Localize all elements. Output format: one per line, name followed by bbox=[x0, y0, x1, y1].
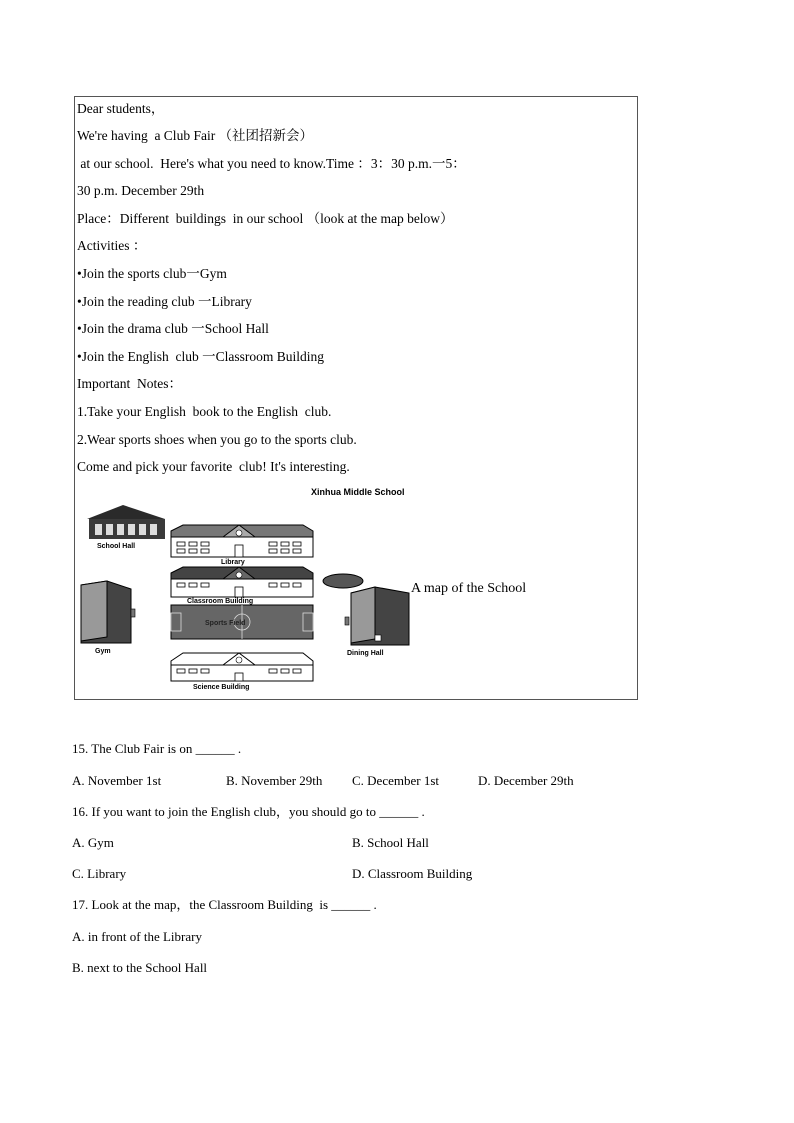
notice-line: •Join the sports club一Gym bbox=[77, 266, 227, 281]
question-17-stem: 17. Look at the map，the Classroom Building is ______ . bbox=[72, 897, 377, 912]
question-15-stem: 15. The Club Fair is on ______ . bbox=[72, 741, 242, 756]
school-map bbox=[75, 497, 415, 697]
question-15-option-c[interactable]: C. December 1st bbox=[352, 773, 440, 788]
notice-box bbox=[74, 96, 638, 700]
sports-field bbox=[171, 605, 313, 639]
map-title: Xinhua Middle School bbox=[311, 487, 405, 497]
tree-icon bbox=[323, 574, 363, 588]
classroom-building-label: Classroom Building bbox=[187, 598, 254, 605]
gym-label: Gym bbox=[95, 648, 111, 655]
school-hall-label: School Hall bbox=[97, 543, 136, 550]
notice-line: at our school. Here's what you need to know.Time ：3：30 p.m.一5： bbox=[77, 156, 466, 171]
notice-line: 30 p.m. December 29th bbox=[77, 183, 205, 198]
question-17-option-b[interactable]: B. next to the School Hall bbox=[72, 960, 208, 975]
notice-line: Place：Different buildings in our school （look at the map below） bbox=[77, 211, 454, 226]
school-hall-building bbox=[87, 505, 165, 550]
notice-line: Come and pick your favorite club! It's interesting. bbox=[77, 459, 350, 474]
question-15-option-d[interactable]: D. December 29th bbox=[478, 773, 574, 788]
gym-building bbox=[81, 581, 135, 655]
dining-hall-building bbox=[345, 587, 409, 657]
dining-hall-label: Dining Hall bbox=[347, 650, 384, 657]
science-building bbox=[171, 653, 313, 691]
question-16-option-a[interactable]: A. Gym bbox=[72, 835, 114, 850]
sports-field-label: Sports Field bbox=[205, 620, 246, 627]
notice-line: •Join the reading club 一Library bbox=[77, 294, 252, 309]
notice-line: 2.Wear sports shoes when you go to the sports club. bbox=[77, 432, 357, 447]
question-15-option-a[interactable]: A. November 1st bbox=[72, 773, 162, 788]
science-building-label: Science Building bbox=[193, 684, 250, 691]
question-15-option-b[interactable]: B. November 29th bbox=[226, 773, 323, 788]
library-label: Library bbox=[221, 559, 245, 566]
question-16-stem: 16. If you want to join the English club，you should go to ______ . bbox=[72, 804, 425, 819]
notice-line: Important Notes： bbox=[77, 376, 182, 391]
question-16-option-b[interactable]: B. School Hall bbox=[352, 835, 429, 850]
question-17-option-a[interactable]: A. in front of the Library bbox=[72, 929, 202, 944]
classroom-building bbox=[171, 567, 313, 605]
notice-line: Activities ： bbox=[77, 238, 147, 253]
question-16-option-d[interactable]: D. Classroom Building bbox=[352, 866, 473, 881]
notice-line: Dear students， bbox=[77, 101, 165, 116]
notice-line: •Join the English club 一Classroom Building bbox=[77, 349, 324, 364]
notice-line: •Join the drama club 一School Hall bbox=[77, 321, 269, 336]
library-building bbox=[171, 525, 313, 566]
notice-line: 1.Take your English book to the English club. bbox=[77, 404, 332, 419]
question-16-option-c[interactable]: C. Library bbox=[72, 866, 127, 881]
map-caption: A map of the School bbox=[411, 581, 527, 596]
notice-line: We're having a Club Fair （社团招新会） bbox=[77, 128, 314, 143]
